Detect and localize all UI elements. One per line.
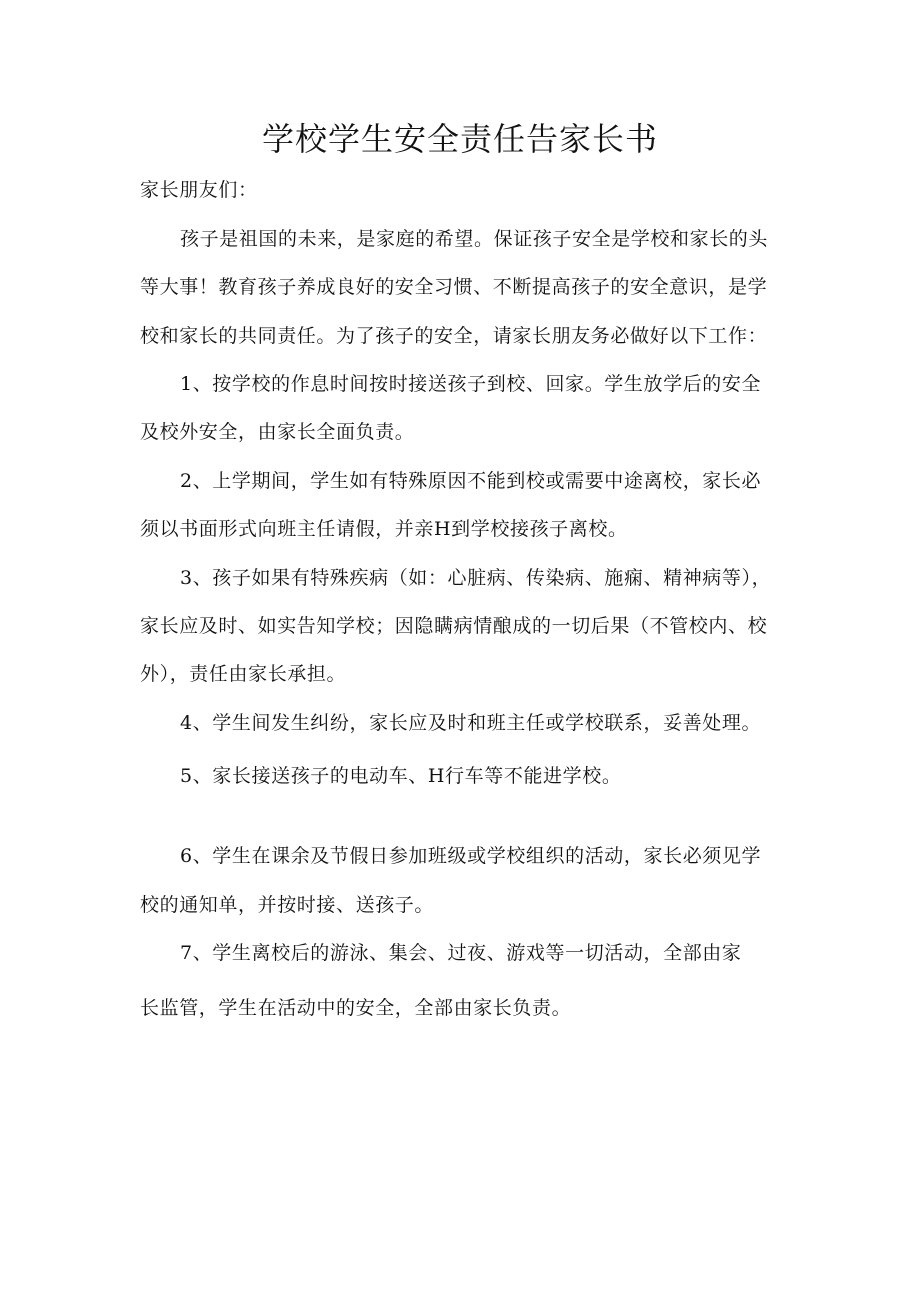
- body-line: 等大事！教育孩子养成良好的安全习惯、不断提高孩子的安全意识，是学: [140, 276, 768, 298]
- rule-3-line: 3、孩子如果有特殊疾病（如：心脏病、传染病、施痫、精神病等），: [180, 567, 772, 589]
- body-line: 校和家长的共同责任。为了孩子的安全，请家长朋友务必做好以下工作：: [140, 325, 768, 347]
- document-title: 学校学生安全责任告家长书: [261, 120, 658, 158]
- rule-7-line: 长监管，学生在活动中的安全，全部由家长负责。: [140, 997, 572, 1019]
- rule-3-line: 外），责任由家长承担。: [140, 663, 347, 685]
- rule-1-line: 及校外安全，由家长全面负责。: [140, 421, 415, 443]
- rule-7-line: 7、学生离校后的游泳、集会、过夜、游戏等一切活动，全部由家: [180, 942, 742, 964]
- greeting: 家长朋友们：: [140, 179, 258, 201]
- rule-4-line: 4、学生间发生纠纷，家长应及时和班主任或学校联系，妥善处理。: [180, 712, 762, 734]
- rule-3-line: 家长应及时、如实告知学校；因隐瞒病情酿成的一切后果（不管校内、校: [140, 615, 768, 637]
- rule-6-line: 校的通知单，并按时接、送孩子。: [140, 894, 435, 916]
- rule-2-line: 2、上学期间，学生如有特殊原因不能到校或需要中途离校，家长必: [180, 470, 762, 492]
- body-line: 孩子是祖国的未来，是家庭的希望。保证孩子安全是学校和家长的头: [180, 228, 769, 250]
- rule-2-line: 须以书面形式向班主任请假，并亲H到学校接孩子离校。: [140, 518, 628, 540]
- rule-5-line: 5、家长接送孩子的电动车、H行车等不能进学校。: [180, 765, 622, 787]
- rule-1-line: 1、按学校的作息时间按时接送孩子到校、回家。学生放学后的安全: [180, 373, 762, 395]
- rule-6-line: 6、学生在课余及节假日参加班级或学校组织的活动，家长必须见学: [180, 845, 762, 867]
